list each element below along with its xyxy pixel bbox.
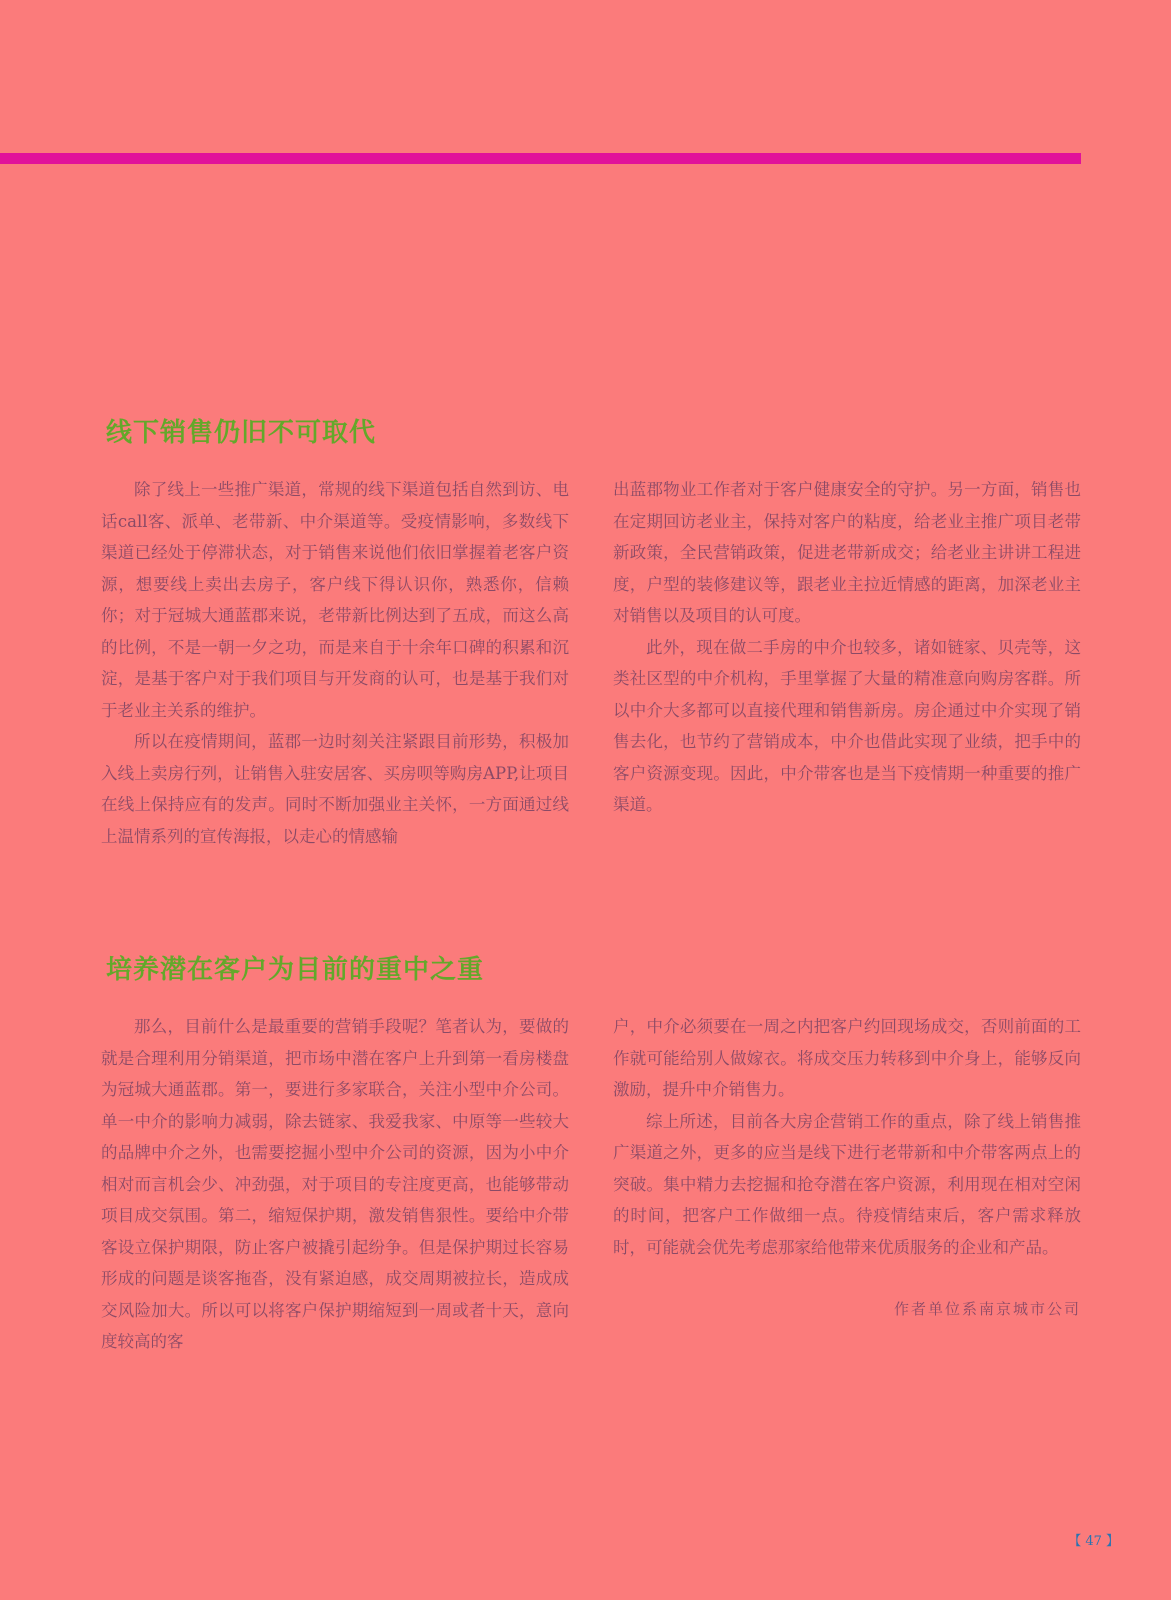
top-decorative-rule	[0, 153, 1081, 164]
paragraph: 综上所述，目前各大房企营销工作的重点，除了线上销售推广渠道之外，更多的应当是线下进行老带新和中介带客两点上的突破。集中精力去挖掘和抢夺潜在客户资源，利用现在相对空闲的时间，把客户工作做细一点。待疫情结束后，客户需求释放时，可能就会优先考虑那家给他带来优质服务的企业和产品。	[613, 1111, 1081, 1257]
paragraph: 此外，现在做二手房的中介也较多，诸如链家、贝壳等，这类社区型的中介机构，手里掌握了大量的精准意向购房客群。所以中介大多都可以直接代理和销售新房。房企通过中介实现了销售去化，也节约了营销成本，中介也借此实现了业绩，把手中的客户资源变现。因此，中介带客也是当下疫情期一种重要的推广渠道。	[613, 637, 1081, 814]
page-number: 【 47 】	[1068, 1534, 1119, 1549]
paragraph: 户，中介必须要在一周之内把客户约回现场成交，否则前面的工作就可能给别人做嫁衣。将成交压力转移到中介身上，能够反向激励，提升中介销售力。	[613, 1017, 1081, 1099]
author-byline: 作者单位系南京城市公司	[893, 1300, 1081, 1318]
paragraph: 那么，目前什么是最重要的营销手段呢？笔者认为，要做的就是合理利用分销渠道，把市场中潜在客户上升到第一看房楼盘为冠城大通蓝郡。第一，要进行多家联合，关注小型中介公司。单一中介的影响力减弱，除去链家、我爱我家、中原等一些较大的品牌中介之外，也需要挖掘小型中介公司的资源，因为小中介相对而言机会少、冲劲强，对于项目的专注度更高，也能够带动项目成交氛围。第二，缩短保护期，激发销售狠性。要给中介带客设立保护期限，防止客户被撬引起纷争。但是保护期过长容易形成的问题是谈客拖沓，没有紧迫感，成交周期被拉长，造成成交风险加大。所以可以将客户保护期缩短到一周或者十天，意向度较高的客	[101, 1017, 569, 1351]
section-title-offline-sales: 线下销售仍旧不可取代	[106, 418, 377, 448]
section-2-right-column	[613, 1011, 1081, 1263]
paragraph: 出蓝郡物业工作者对于客户健康安全的守护。另一方面，销售也在定期回访老业主，保持对客户的粘度，给老业主推广项目老带新政策，全民营销政策，促进老带新成交；给老业主讲讲工程进度，户型的装修建议等，跟老业主拉近情感的距离，加深老业主对销售以及项目的认可度。	[613, 480, 1081, 625]
section-2-left-column	[101, 1011, 569, 1358]
paragraph: 所以在疫情期间，蓝郡一边时刻关注紧跟目前形势，积极加入线上卖房行列，让销售入驻安居客、买房呗等购房APP,让项目在线上保持应有的发声。同时不断加强业主关怀，一方面通过线上温情系列的宣传海报，以走心的情感输	[101, 732, 569, 846]
paragraph: 除了线上一些推广渠道，常规的线下渠道包括自然到访、电话call客、派单、老带新、中介渠道等。受疫情影响，多数线下渠道已经处于停滞状态，对于销售来说他们依旧掌握着老客户资源，想要线上卖出去房子，客户线下得认识你，熟悉你，信赖你；对于冠城大通蓝郡来说，老带新比例达到了五成，而这么高的比例，不是一朝一夕之功，而是来自于十余年口碑的积累和沉淀，是基于客户对于我们项目与开发商的认可，也是基于我们对于老业主关系的维护。	[101, 480, 569, 720]
section-title-potential-customers: 培养潜在客户为目前的重中之重	[106, 955, 485, 985]
section-1-left-column	[101, 474, 569, 852]
section-1-right-column	[613, 474, 1081, 821]
